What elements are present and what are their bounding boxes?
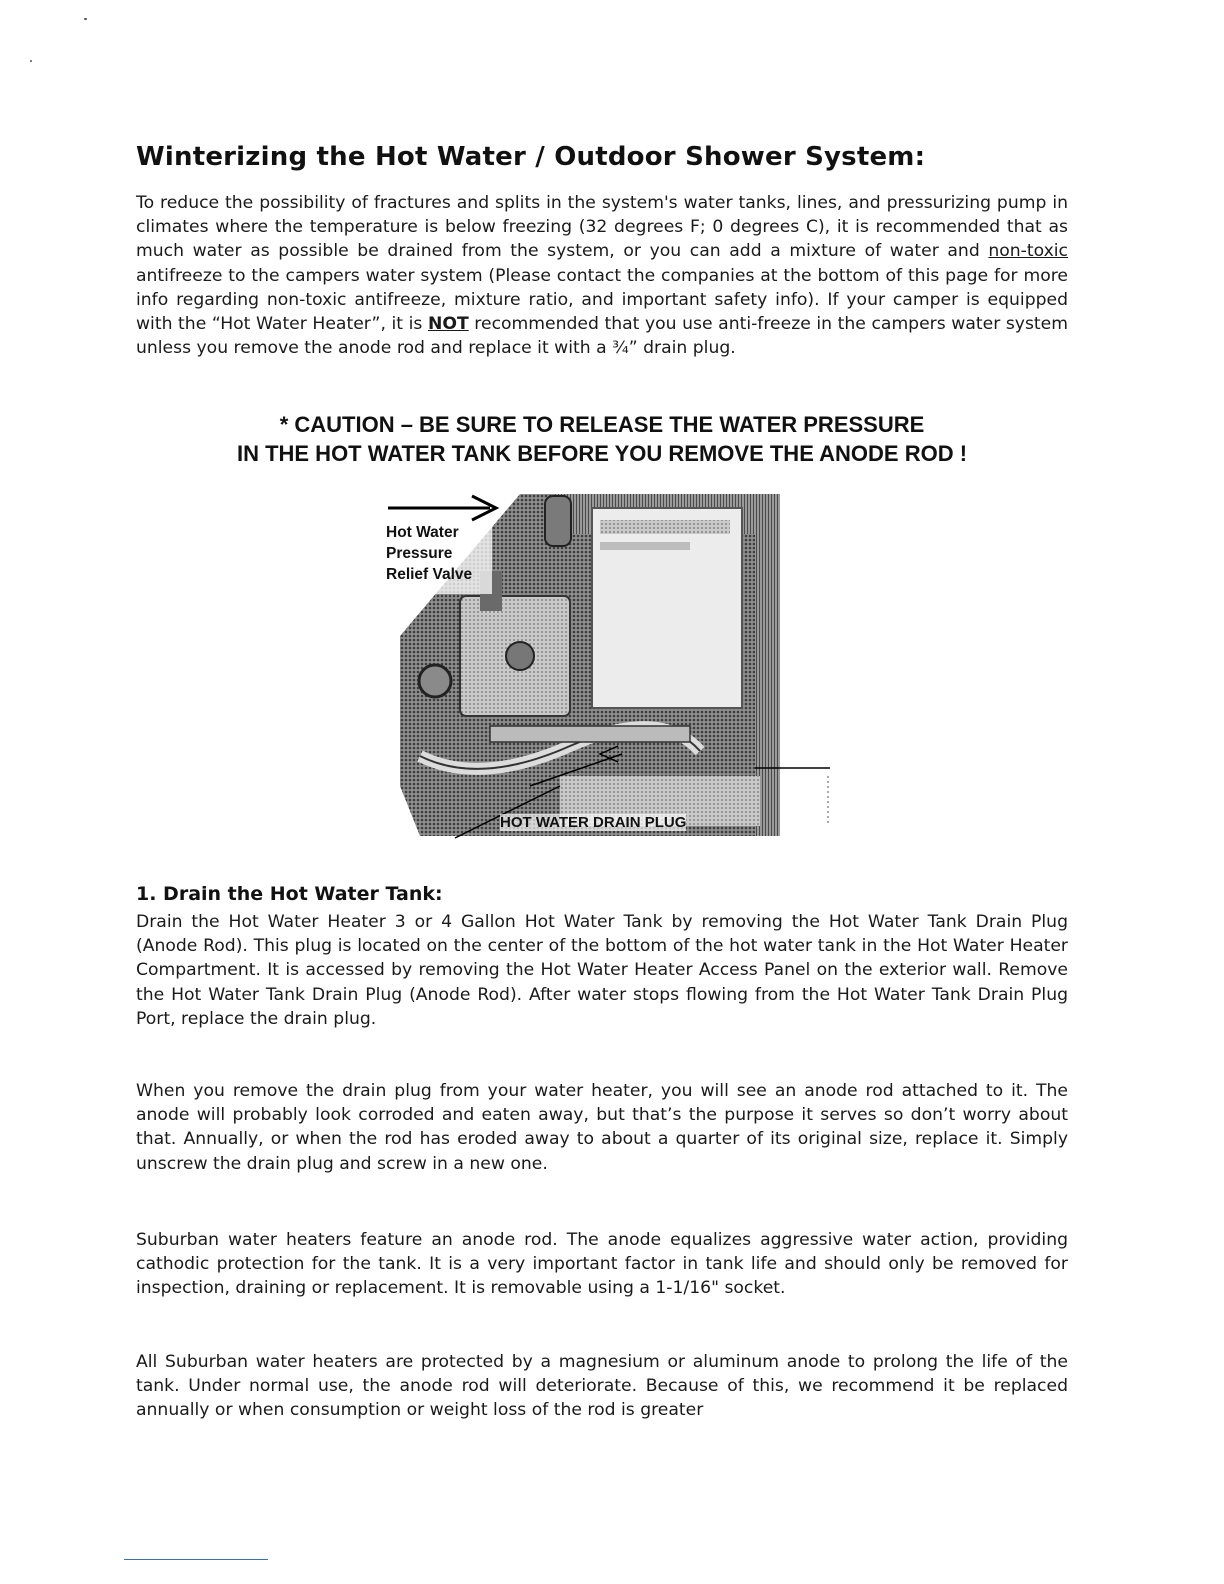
- scan-speck: [30, 60, 32, 62]
- caution-line-1: * CAUTION – BE SURE TO RELEASE THE WATER PRESSURE: [279, 412, 925, 437]
- relief-valve-label-line-1: Hot Water: [386, 524, 459, 541]
- section-1-paragraph-1: Drain the Hot Water Heater 3 or 4 Gallon Hot Water Tank by removing the Hot Water Tank Drain Plug (Anode Rod). This plug is located on the center of the bottom of the hot water tank in the Hot Water Heater Compartment. It is accessed by removing the Hot Water Heater Access Panel on the exterior wall. Remove the Hot Water Tank Drain Plug (Anode Rod). After water stops flowing from the Hot Water Tank Drain Plug Port, replace the drain plug.: [136, 912, 1068, 1029]
- water-heater-photo: [360, 486, 840, 846]
- relief-valve-label: [386, 522, 472, 585]
- intro-paragraph: [136, 191, 1068, 360]
- section-1-paragraph-4: All Suburban water heaters are protected by a magnesium or aluminum anode to prolong the life of the tank. Under normal use, the anode rod will deteriorate. Because of this, we recommend it be replaced annually or when consumption or weight loss of the rod is greater: [136, 1352, 1068, 1421]
- scan-speck: [84, 18, 87, 20]
- drain-plug-label: HOT WATER DRAIN PLUG: [500, 814, 687, 831]
- page-title: Winterizing the Hot Water / Outdoor Shower System:: [136, 142, 926, 172]
- not-emphasis: NOT: [427, 314, 469, 335]
- caution-notice: [136, 410, 1068, 468]
- section-1-heading: 1. Drain the Hot Water Tank:: [136, 883, 443, 905]
- section-1-paragraph-2: When you remove the drain plug from your water heater, you will see an anode rod attached to it. The anode will probably look corroded and eaten away, but that’s the purpose it serves so don’t worry about that. Annually, or when the rod has eroded away to about a quarter of its original size, replace it. Simply unscrew the drain plug and screw in a new one.: [136, 1081, 1068, 1174]
- caution-line-2: IN THE HOT WATER TANK BEFORE YOU REMOVE THE ANODE ROD !: [236, 441, 968, 466]
- section-1-paragraph-3: Suburban water heaters feature an anode rod. The anode equalizes aggressive water action, providing cathodic protection for the tank. It is a very important factor in tank life and should only be removed for inspection, draining or replacement. It is removable using a 1-1/16" socket.: [136, 1230, 1068, 1299]
- non-toxic-underlined: non-toxic: [988, 241, 1068, 262]
- relief-valve-label-line-3: Relief Valve: [386, 566, 473, 583]
- footnote-rule: [124, 1559, 268, 1560]
- intro-text-1: To reduce the possibility of fractures and splits in the system's water tanks, lines, and pressurizing pump in climates where the temperature is below freezing (32 degrees F; 0 degrees C), it is recommended that as much water as possible be drained from the system, or you can add a mixture of water and: [136, 193, 1068, 262]
- intro-text-2: antifreeze to the campers water system (Please contact the companies at the bottom of this page for more info regarding non-toxic antifreeze, mixture ratio, and important safety info). If your camper is equipped with the “Hot Water Heater”, it is: [136, 265, 1068, 335]
- intro-text-3: recommended that you use anti-freeze in the campers water system unless you remove the anode rod and replace it with a ¾” drain plug.: [136, 314, 1068, 359]
- relief-valve-label-line-2: Pressure: [386, 545, 453, 562]
